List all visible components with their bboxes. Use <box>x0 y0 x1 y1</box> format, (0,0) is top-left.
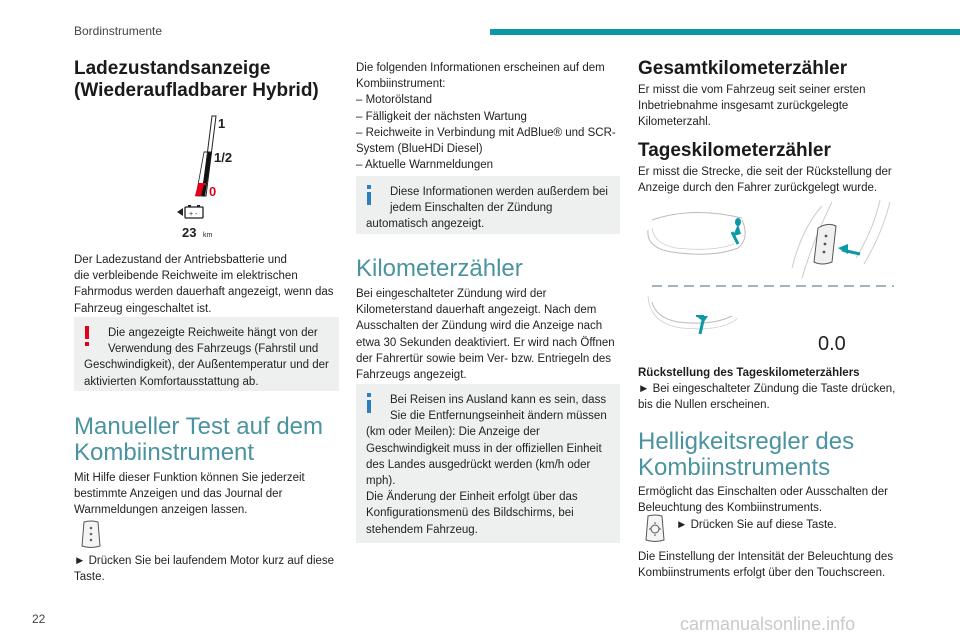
text-line: Sie die Entfernungseinheit ändern müssen <box>390 410 607 423</box>
charge-description <box>74 252 349 317</box>
info-icon <box>364 392 374 414</box>
text-line: Die Einstellung der Intensität der Beleuchtung des <box>638 551 894 563</box>
list-item: – Aktuelle Warnmeldungen <box>356 159 494 172</box>
info-icon <box>364 184 374 206</box>
text-line: Ermöglicht das Einschalten oder Ausschalten der <box>638 486 888 498</box>
text-line: Er misst die vom Fahrzeug seit seiner ersten <box>638 84 866 96</box>
text-line: bestimmte Anzeigen und das Journal der <box>74 488 283 501</box>
watermark: carmanualsonline.info <box>680 614 856 634</box>
text-line: bis die Nullen erscheinen. <box>638 399 770 412</box>
trip-odometer-heading: Tageskilometerzähler <box>638 140 831 161</box>
text-line: automatisch angezeigt. <box>366 218 485 231</box>
text-line: Fahrzeug eingeschaltet ist. <box>74 302 212 315</box>
gauge-label-empty: 0 <box>209 184 217 199</box>
odometer-heading: Kilometerzähler <box>356 255 523 282</box>
text-line: Warnmeldungen anzeigen lassen. <box>74 504 248 517</box>
text-line: Ausschalten der Zündung wird die Anzeige nach <box>356 320 603 333</box>
reset-step <box>638 381 900 413</box>
text-line: Kilometerzahl. <box>638 116 711 129</box>
text-line: des Landes ausgedrückt werden (km/h oder <box>366 458 591 471</box>
heading-line: Kombiinstruments <box>638 454 831 481</box>
range-value: 23 <box>182 225 197 240</box>
heading-line: Helligkeitsregler des <box>638 428 855 455</box>
total-odometer-heading: Gesamtkilometerzähler <box>638 58 848 79</box>
manual-test-description <box>74 470 349 519</box>
trip-reset-illustration <box>642 198 900 356</box>
text-line: Die Änderung der Einheit erfolgt über das <box>366 491 578 504</box>
text-line: Geschwindigkeit muss in der offiziellen Einheit <box>366 442 602 455</box>
info-note-units <box>356 384 620 543</box>
info-intro <box>356 60 620 173</box>
text-line: etwa 30 Sekunden deaktiviert. Er wird nach Öffnen <box>356 336 615 349</box>
text-line: Geschwindigkeit), der Außentemperatur und der <box>84 359 329 372</box>
range-unit: km <box>203 232 213 239</box>
trip-reading: 0.0 <box>818 333 846 355</box>
brightness-step: ► Drücken Sie auf diese Taste. <box>676 519 837 531</box>
text-line: Verwendung des Fahrzeugs (Fahrstil und <box>108 343 319 356</box>
charge-level-gauge <box>174 112 254 244</box>
text-line: Mit Hilfe dieser Funktion können Sie jederzeit <box>74 472 305 484</box>
charge-gauge-heading <box>74 58 344 102</box>
text-line: Fahrzeugs angezeigt. <box>356 369 467 382</box>
list-item: – Fälligkeit der nächsten Wartung <box>356 110 527 123</box>
list-item: – Reichweite in Verbindung mit AdBlue® und SCR- <box>356 126 616 139</box>
page-number: 22 <box>32 612 46 626</box>
brightness-touchscreen-note <box>638 549 900 581</box>
text-line: aktivierten Komfortausstattung ab. <box>84 375 259 388</box>
text-line: Diese Informationen werden außerdem bei <box>390 186 608 198</box>
svg-text:+ -: + - <box>189 211 198 218</box>
odometer-description <box>356 286 620 383</box>
running-header: Bordinstrumente <box>74 24 163 38</box>
list-item: System (BlueHDi Diesel) <box>356 143 483 156</box>
text-line: Kilometerstand dauerhaft angezeigt. Nach dem <box>356 304 597 317</box>
heading-line: (Wiederaufladbarer Hybrid) <box>74 80 319 101</box>
text-line: Konfigurationsmenü des Bildschirms, bei <box>366 507 574 520</box>
text-line: Kombiinstruments erfolgt über den Touchscreen. <box>638 567 886 580</box>
brightness-heading <box>638 429 900 481</box>
total-odometer-description <box>638 82 900 131</box>
info-note <box>356 176 620 234</box>
instrument-cluster-bottom <box>648 296 738 334</box>
gauge-label-half: 1/2 <box>214 150 233 165</box>
brightness-description <box>638 484 900 516</box>
heading-line: Kombiinstrument <box>74 439 255 466</box>
manual-test-heading <box>74 414 344 466</box>
text-line: die verbleibende Reichweite im elektrischen <box>74 270 298 283</box>
warning-note <box>74 317 339 391</box>
text-line: ► Bei eingeschalteter Zündung die Taste drücken, <box>638 383 896 395</box>
text-line: Fahrmodus werden dauerhaft angezeigt, wenn das <box>74 286 334 299</box>
text-line: Die angezeigte Reichweite hängt von der <box>108 327 318 339</box>
text-line: der Fahrertür sowie beim Ver- bzw. Entriegeln des <box>356 352 612 365</box>
instrument-cluster-top <box>648 212 745 254</box>
text-line: stehendem Fahrzeug. <box>366 523 478 536</box>
brightness-button-icon <box>644 514 666 544</box>
text-line: jedem Einschalten der Zündung <box>390 202 553 215</box>
gauge-label-full: 1 <box>218 116 226 131</box>
button-icon <box>80 520 102 550</box>
heading-line: Manueller Test auf dem <box>74 413 324 440</box>
text-line: Der Ladezustand der Antriebsbatterie und <box>74 254 287 266</box>
text-line: Taste. <box>74 571 105 584</box>
text-line: (km oder Meilen): Die Anzeige der <box>366 426 540 439</box>
warning-exclamation-icon <box>82 325 92 347</box>
text-line: Bei eingeschalteter Zündung wird der <box>356 288 547 300</box>
text-line: mph). <box>366 475 396 488</box>
text-line: Bei Reisen ins Ausland kann es sein, dass <box>390 394 607 406</box>
text-line: ► Drücken Sie bei laufendem Motor kurz auf diese <box>74 555 335 567</box>
text-line: Er misst die Strecke, die seit der Rückstellung der <box>638 166 892 178</box>
trip-odometer-description <box>638 164 900 196</box>
battery-icon <box>177 205 203 218</box>
steering-wheel-button <box>792 200 890 278</box>
text-line: Kombiinstrument: <box>356 78 446 91</box>
text-line: Beleuchtung des Kombiinstruments. <box>638 502 823 515</box>
header-accent-bar <box>490 29 960 35</box>
list-item: – Motorölstand <box>356 94 433 107</box>
heading-line: Ladezustandsanzeige <box>74 58 271 79</box>
text-line: Anzeige durch den Fahrer zurückgelegt wurde. <box>638 182 878 195</box>
text-line: Die folgenden Informationen erscheinen auf dem <box>356 62 605 74</box>
manual-test-step <box>74 553 349 585</box>
reset-heading: Rückstellung des Tageskilometerzählers <box>638 367 860 379</box>
text-line: Inbetriebnahme insgesamt zurückgelegte <box>638 100 849 113</box>
